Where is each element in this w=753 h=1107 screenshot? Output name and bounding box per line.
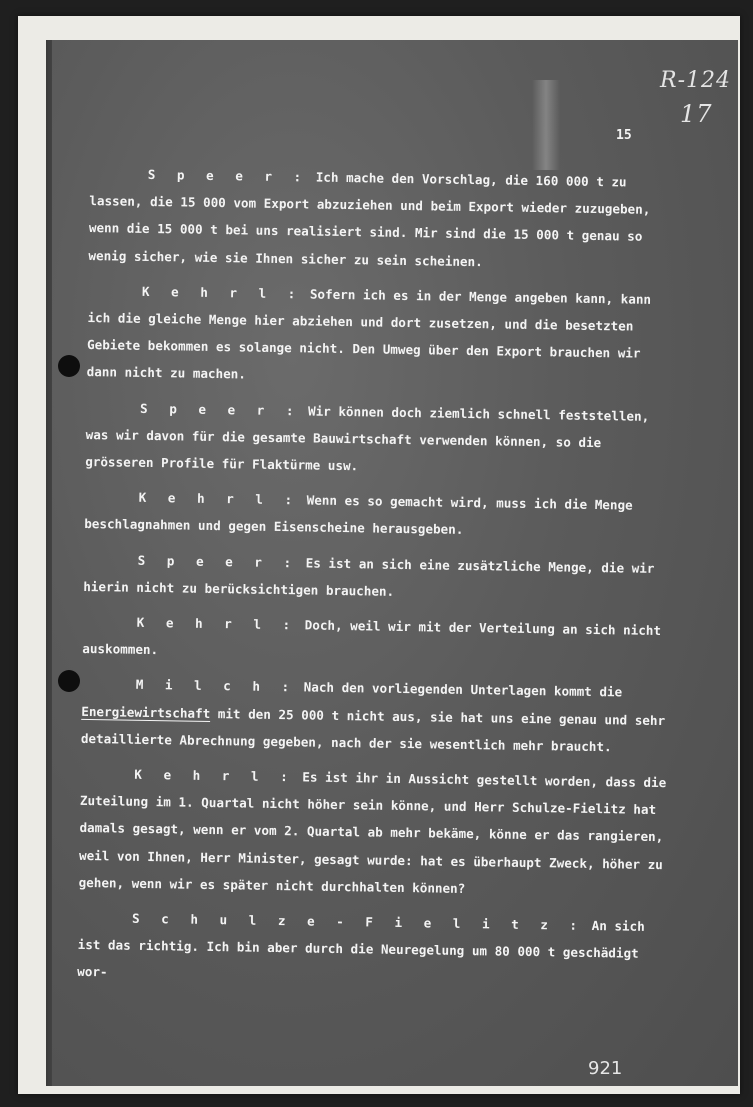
speaker-name: K e h r l : bbox=[138, 490, 300, 508]
paragraph-text: Es ist an sich eine zusätzliche Menge, die wir hierin nicht zu berücksichtigen brauchen. bbox=[83, 555, 655, 599]
paragraph-text: An sich ist das richtig. Ich bin aber durch die Neuregelung um 80 000 t geschädigt wor- bbox=[77, 918, 645, 980]
punch-hole-top bbox=[58, 355, 80, 377]
bottom-page-number: 921 bbox=[588, 1058, 623, 1079]
speaker-name: S p e e r : bbox=[137, 552, 299, 570]
paragraph-text: Sofern ich es in der Menge angeben kann, kann ich die gleiche Menge hier abziehen und dort zusetzen, und die besetzten Gebiete bekommen es solange nicht. Den Umweg über den Export brauchen wir dann nicht zu machen. bbox=[86, 286, 652, 382]
punch-hole-bottom bbox=[58, 670, 80, 692]
archive-ref-line2: 17 bbox=[680, 100, 713, 128]
speaker-name: S c h u l z e - F i e l i t z : bbox=[131, 910, 585, 933]
paragraph-2 bbox=[86, 277, 678, 395]
underlined-term: Energiewirtschaft bbox=[81, 703, 211, 721]
paragraph-4 bbox=[84, 483, 675, 547]
paragraph-5 bbox=[83, 546, 674, 610]
paragraph-text: Ich mache den Vorschlag, die 160 000 t zu lassen, die 15 000 vom Export abzuziehen und beim Export wieder zuzugeben, wenn die 15 000 t bei uns realisiert sind. Mir sind die 15 000 t genau so wenig sicher, wie sie Ihnen sicher zu sein scheinen. bbox=[88, 169, 651, 269]
speaker-name: S p e e r : bbox=[139, 400, 301, 418]
speaker-name: K e h r l : bbox=[136, 614, 298, 633]
speaker-name: K e h r l : bbox=[134, 766, 295, 785]
paragraph-text: Es ist ihr in Aussicht gestellt worden, dass die Zuteilung im 1. Quartal nicht höher sein könne, und Herr Schulze-Fielitz hat damals gesagt, wenn er vom 2. Quartal ab mehr bekäme, könne er das rangieren, weil von Ihnen, Herr Minister, gesagt wurde: hat es überhaupt Zweck, höher zu gehen, wenn wir es später nicht durchhalten können? bbox=[78, 769, 667, 896]
paragraph-6 bbox=[82, 608, 673, 672]
transcript-body bbox=[77, 160, 680, 1003]
paragraph-9 bbox=[77, 904, 668, 995]
fold-crease bbox=[532, 80, 560, 170]
paragraph-7 bbox=[81, 670, 672, 761]
speaker-name: M i l c h : bbox=[135, 677, 297, 695]
paragraph-text: Wenn es so gemacht wird, muss ich die Menge beschlagnahmen und gegen Eisenscheine herausgeben. bbox=[84, 492, 633, 538]
paragraph-text: Doch, weil wir mit der Verteilung an sich nicht auskommen. bbox=[82, 617, 662, 658]
paragraph-1 bbox=[88, 160, 680, 278]
page-number: 15 bbox=[616, 128, 632, 143]
paragraph-8 bbox=[78, 760, 670, 905]
speaker-name: S p e e r : bbox=[147, 166, 309, 185]
paragraph-text-after: mit den 25 000 t nicht aus, sie hat uns eine genau und sehr detaillierte Abrechnung gegeben, nach der sie wesentlich mehr braucht. bbox=[80, 705, 666, 755]
paragraph-3 bbox=[85, 394, 676, 485]
speaker-name: K e h r l : bbox=[141, 283, 303, 302]
paragraph-text-before: Nach den vorliegenden Unterlagen kommt die bbox=[303, 679, 623, 700]
archive-ref-line1: R-124 bbox=[660, 68, 731, 93]
paragraph-text: Wir können doch ziemlich schnell feststellen, was wir davon für die gesamte Bauwirtschaft verwenden können, so die grösseren Profile für Flaktürme usw. bbox=[85, 403, 650, 474]
